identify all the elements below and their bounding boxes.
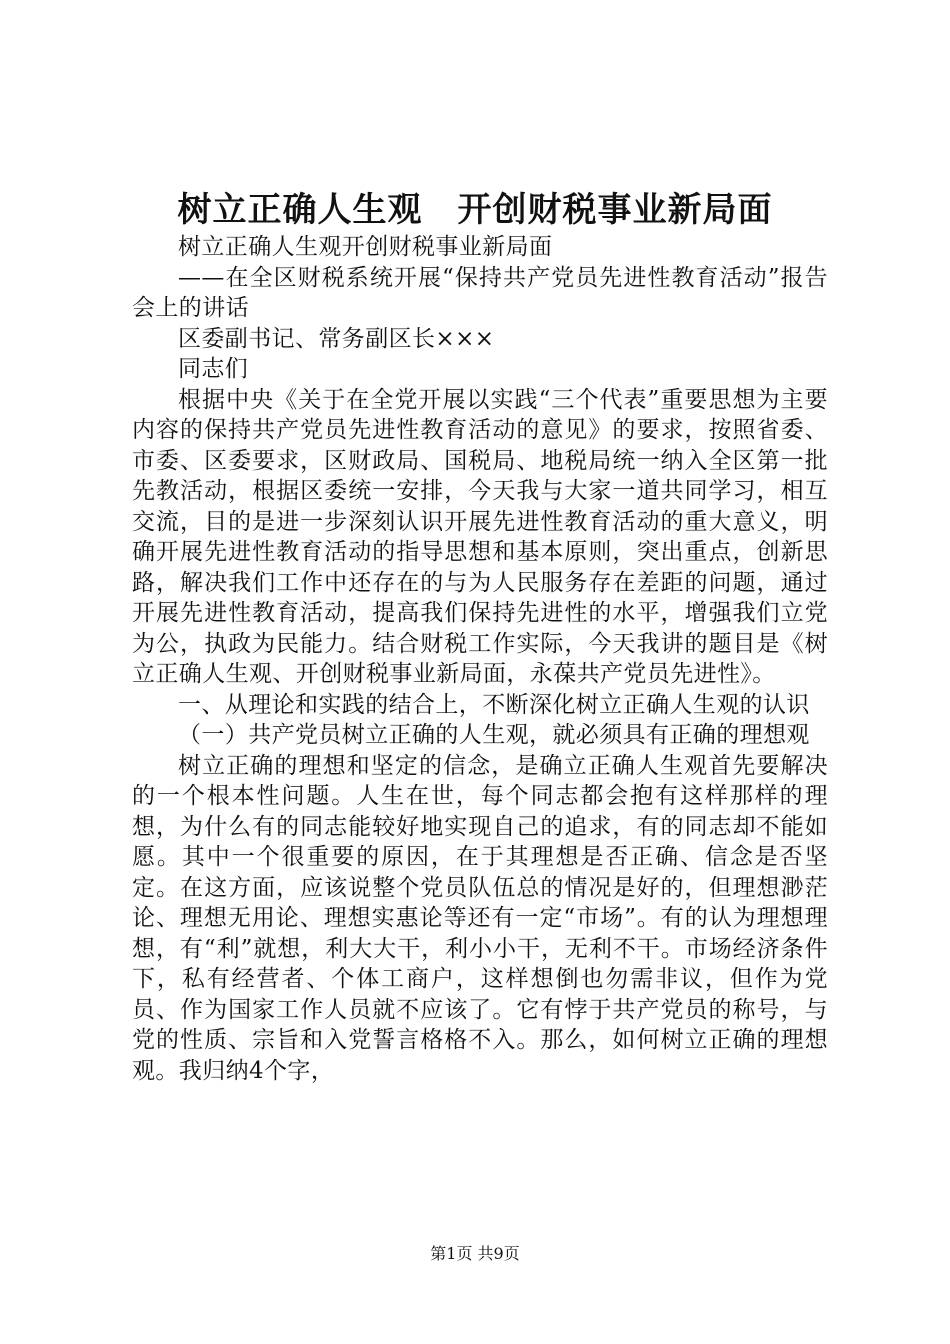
salutation: 同志们 bbox=[178, 356, 249, 382]
subtitle-occasion: ——在全区财税系统开展“保持共产党员先进性教育活动”报告会上的讲话 bbox=[132, 264, 828, 321]
body-paragraph: 树立正确的理想和坚定的信念，是确立正确人生观首先要解决的一个根本性问题。人生在世，每个同志都会抱有这样那样的理想，为什么有的同志能较好地实现自己的追求，有的同志却不能如愿。其中一个很重要的原因，在于其理想是否正确、信念是否坚定。在这方面，应该说整个党员队伍总的情况是好的，但理想渺茫论、理想无用论、理想实惠论等还有一定“市场”。有的认为理想理想，有“利”就想，利大大干，利小小干，无利不干。市场经济条件下，私有经营者、个体工商户，这样想倒也勿需非议，但作为党员、作为国家工作人员就不应该了。它有悖于共产党员的称号，与党的性质、宗旨和入党誓言格格不入。那么，如何树立正确的理想观。我归纳4个字， bbox=[132, 752, 828, 1084]
document-body bbox=[132, 232, 828, 1086]
section-heading: 一、从理论和实践的结合上，不断深化树立正确人生观的认识 bbox=[178, 691, 810, 718]
subsection-heading: （一）共产党员树立正确的人生观，就必须具有正确的理想观 bbox=[178, 722, 810, 748]
body-paragraph: 根据中央《关于在全党开展以实践“三个代表”重要思想为主要内容的保持共产党员先进性教育活动的意见》的要求，按照省委、市委、区委要求，区财政局、国税局、地税局统一纳入全区第一批先教活动，根据区委统一安排，今天我与大家一道共同学习，相互交流，目的是进一步深刻认识开展先进性教育活动的重大意义，明确开展先进性教育活动的指导思想和基本原则，突出重点，创新思路，解决我们工作中还存在的与为人民服务存在差距的问题，通过开展先进性教育活动，提高我们保持先进性的水平，增强我们立党为公，执政为民能力。结合财税工作实际，今天我讲的题目是《树立正确人生观、开创财税事业新局面，永葆共产党员先进性》。 bbox=[132, 386, 828, 687]
speaker-line: 区委副书记、常务副区长××× bbox=[178, 325, 495, 352]
subtitle: 树立正确人生观开创财税事业新局面 bbox=[178, 234, 553, 260]
page-footer: 第1页 共9页 bbox=[430, 1244, 520, 1263]
document-title: 树立正确人生观 开创财税事业新局面 bbox=[177, 190, 773, 230]
